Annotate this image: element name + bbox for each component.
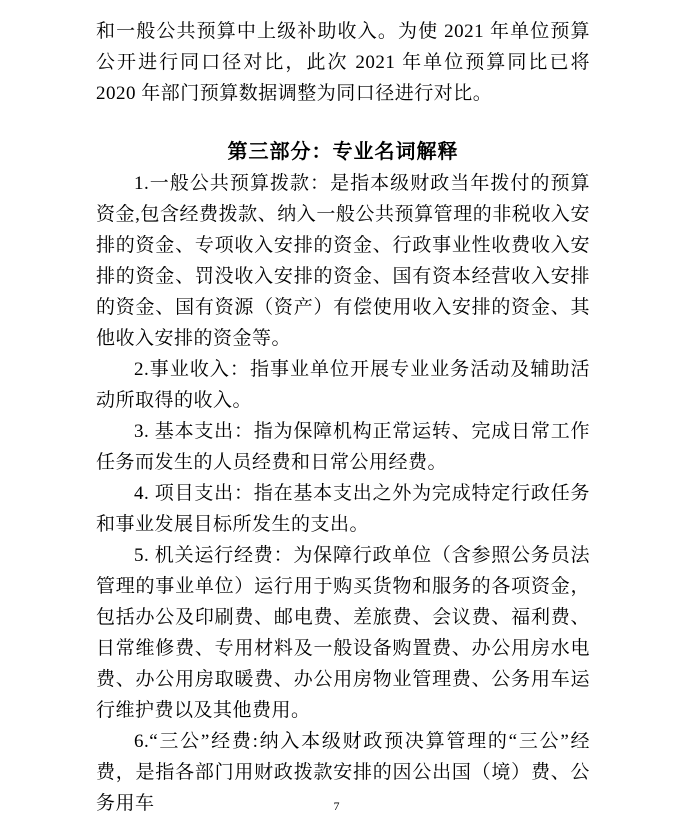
- term-definition-three-public-funds: 6.“三公”经费:纳入本级财政预决算管理的“三公”经费，是指各部门用财政拨款安排的因公出国（境）费、公务用车: [96, 731, 590, 814]
- document-body: [96, 16, 590, 819]
- section-heading: 第三部分：专业名词解释: [227, 141, 459, 163]
- term-definition-project-expenditure: 4. 项目支出：指在基本支出之外为完成特定行政任务和事业发展目标所发生的支出。: [96, 483, 590, 535]
- term-definition-agency-operating-funds: 5. 机关运行经费：为保障行政单位（含参照公务员法管理的事业单位）运行用于购买货物和服务的各项资金，包括办公及印刷费、邮电费、差旅费、会议费、福利费、日常维修费、专用材料及一般设备购置费、办公用房水电费、办公用房取暖费、办公用房物业管理费、公务用车运行维护费以及其他费用。: [96, 545, 590, 721]
- page-number: 7: [333, 799, 340, 813]
- term-definition-institutional-income: 2.事业收入：指事业单位开展专业业务活动及辅助活动所取得的收入。: [96, 359, 590, 411]
- intro-paragraph: 和一般公共预算中上级补助收入。为使 2021 年单位预算公开进行同口径对比，此次 2021 年单位预算同比已将 2020 年部门预算数据调整为同口径进行对比。: [96, 21, 590, 104]
- term-definition-basic-expenditure: 3. 基本支出：指为保障机构正常运转、完成日常工作任务而发生的人员经费和日常公用经费。: [96, 421, 590, 473]
- term-definition-general-public-budget-appropriation: 1.一般公共预算拨款：是指本级财政当年拨付的预算资金,包含经费拨款、纳入一般公共预算管理的非税收入安排的资金、专项收入安排的资金、行政事业性收费收入安排的资金、罚没收入安排的资金、国有资本经营收入安排的资金、国有资源（资产）有偿使用收入安排的资金、其他收入安排的资金等。: [96, 173, 590, 349]
